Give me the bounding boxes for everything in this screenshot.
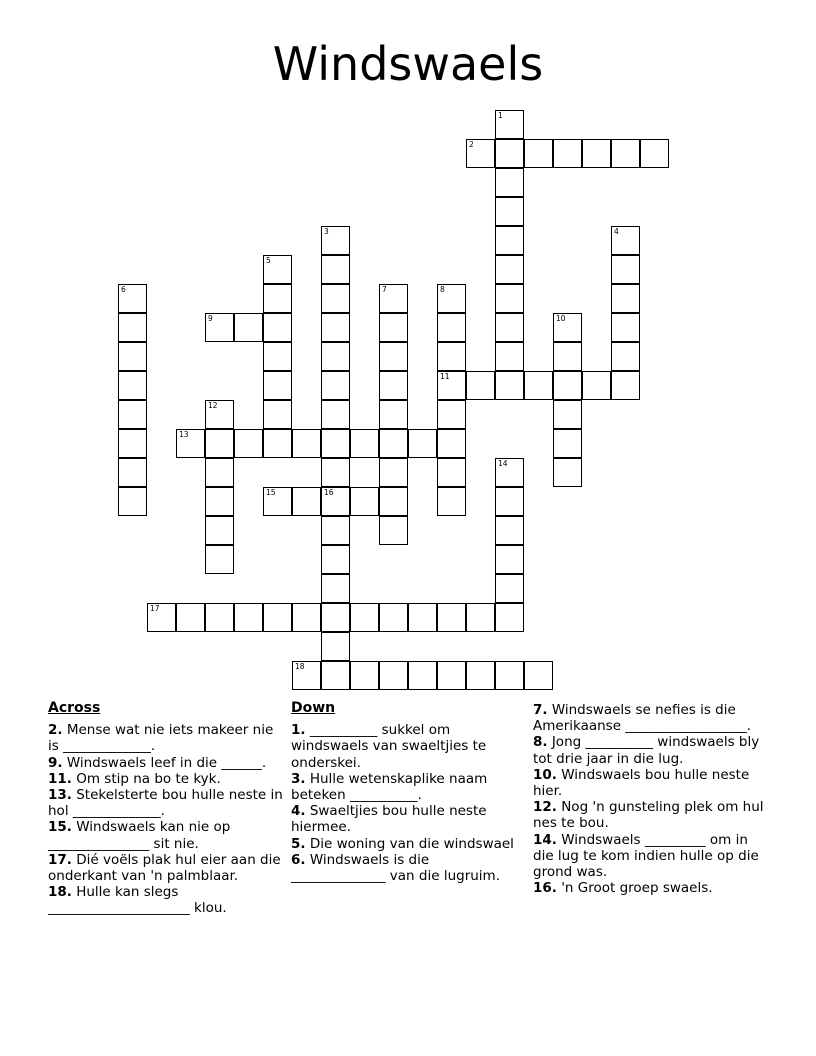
grid-cell[interactable]: [524, 139, 553, 168]
grid-cell[interactable]: [379, 313, 408, 342]
grid-cell[interactable]: [321, 458, 350, 487]
clue: [533, 702, 769, 734]
grid-cell[interactable]: [582, 139, 611, 168]
clue-number-label: 7.: [533, 702, 548, 718]
grid-cell[interactable]: [495, 545, 524, 574]
clue-text: Jong __________ windswaels bly tot drie jaar in die lug.: [533, 734, 760, 767]
clue-number: 16: [324, 488, 334, 497]
grid-cell[interactable]: [495, 603, 524, 632]
clue-number-label: 16.: [533, 880, 557, 897]
clue: [291, 803, 527, 835]
grid-cell[interactable]: [263, 429, 292, 458]
clue-text: Stekelsterte bou hulle neste in hol _____________.: [48, 787, 283, 820]
down-clue-list-continued: [533, 702, 769, 896]
grid-cell[interactable]: [292, 429, 321, 458]
clue-text: Om stip na bo te kyk.: [71, 770, 221, 787]
clue-number-label: 12.: [533, 799, 557, 816]
grid-cell[interactable]: [321, 342, 350, 371]
clue-text: __________ sukkel om windswaels van swaeltjies te onderskei.: [291, 722, 487, 771]
clue-number: 15: [266, 488, 276, 497]
grid-cell[interactable]: [466, 371, 495, 400]
grid-cell[interactable]: [553, 400, 582, 429]
clue-number-label: 10.: [533, 766, 557, 783]
clue-text: Windswaels kan nie op _______________ sit nie.: [48, 819, 231, 852]
clue-number-label: 9.: [48, 754, 63, 771]
grid-cell[interactable]: [379, 603, 408, 632]
clue-text: 'n Groot groep swaels.: [556, 880, 713, 897]
grid-cell[interactable]: [466, 661, 495, 690]
grid-cell[interactable]: [234, 603, 263, 632]
grid-cell[interactable]: [553, 458, 582, 487]
grid-cell[interactable]: [292, 661, 321, 690]
clue-number: 7: [382, 285, 387, 294]
grid-cell[interactable]: [611, 226, 640, 255]
clue-number-label: 4.: [291, 803, 306, 820]
grid-cell[interactable]: [466, 603, 495, 632]
grid-cell[interactable]: [147, 603, 176, 632]
grid-cell[interactable]: [408, 429, 437, 458]
clue: [48, 884, 284, 916]
grid-cell[interactable]: [553, 342, 582, 371]
grid-cell[interactable]: [524, 661, 553, 690]
grid-cell[interactable]: [321, 255, 350, 284]
across-heading: Across: [48, 700, 101, 716]
grid-cell[interactable]: [321, 226, 350, 255]
clue-number-label: 3.: [291, 770, 306, 787]
clue-number: 2: [469, 140, 474, 149]
clue-number-label: 2.: [48, 722, 63, 739]
clue-number: 1: [498, 111, 503, 120]
grid-cell[interactable]: [379, 661, 408, 690]
grid-cell[interactable]: [205, 458, 234, 487]
grid-cell[interactable]: [437, 400, 466, 429]
grid-cell[interactable]: [379, 284, 408, 313]
grid-cell[interactable]: [437, 313, 466, 342]
puzzle-title: Windswaels: [272, 37, 544, 91]
grid-cell[interactable]: [495, 197, 524, 226]
clue-text: Windswaels _________ om in die lug te kom indien hulle op die grond was.: [533, 831, 759, 881]
grid-cell[interactable]: [350, 487, 379, 516]
clue-number-label: 8.: [533, 734, 548, 751]
clue-number: 4: [614, 227, 619, 236]
clue-text: Nog 'n gunsteling plek om hul nes te bou.: [533, 799, 764, 832]
grid-cell[interactable]: [263, 284, 292, 313]
clue-number-label: 15.: [48, 819, 72, 836]
clue-number-label: 1.: [291, 722, 306, 739]
grid-cell[interactable]: [350, 429, 379, 458]
grid-cell[interactable]: [611, 255, 640, 284]
down-clues-continued: [533, 702, 769, 896]
grid-cell[interactable]: [495, 110, 524, 139]
grid-cell[interactable]: [263, 603, 292, 632]
grid-cell[interactable]: [611, 139, 640, 168]
grid-cell[interactable]: [611, 342, 640, 371]
clue: [533, 767, 769, 799]
grid-cell[interactable]: [379, 516, 408, 545]
grid-cell[interactable]: [234, 429, 263, 458]
grid-cell[interactable]: [263, 400, 292, 429]
grid-cell[interactable]: [350, 603, 379, 632]
clue-text: Windswaels leef in die ______.: [62, 754, 267, 771]
clue: [291, 722, 527, 771]
down-clues: [291, 700, 527, 884]
clue-number: 17: [150, 604, 160, 613]
clue-number-label: 14.: [533, 831, 557, 848]
clue-number: 11: [440, 372, 450, 381]
grid-cell[interactable]: [611, 371, 640, 400]
grid-cell[interactable]: [118, 400, 147, 429]
grid-cell[interactable]: [263, 342, 292, 371]
clue: [48, 771, 284, 787]
clue: [533, 880, 769, 896]
grid-cell[interactable]: [495, 371, 524, 400]
grid-cell[interactable]: [437, 284, 466, 313]
clue-number-label: 11.: [48, 770, 72, 787]
grid-cell[interactable]: [495, 487, 524, 516]
grid-cell[interactable]: [524, 371, 553, 400]
grid-cell[interactable]: [611, 313, 640, 342]
grid-cell[interactable]: [495, 168, 524, 197]
clue-text: Windswaels se nefies is die Amerikaanse __________________.: [533, 702, 752, 735]
grid-cell[interactable]: [466, 139, 495, 168]
clue-number-label: 5.: [291, 835, 306, 852]
grid-cell[interactable]: [495, 458, 524, 487]
grid-cell[interactable]: [495, 574, 524, 603]
grid-cell[interactable]: [263, 371, 292, 400]
clue-text: Windswaels is die ______________ van die lugruim.: [291, 851, 500, 885]
grid-cell[interactable]: [118, 313, 147, 342]
grid-cell[interactable]: [611, 284, 640, 313]
grid-cell[interactable]: [321, 313, 350, 342]
clue-text: Windswaels bou hulle neste hier.: [533, 766, 750, 800]
clue: [48, 787, 284, 819]
grid-cell[interactable]: [495, 313, 524, 342]
grid-cell[interactable]: [234, 313, 263, 342]
grid-cell[interactable]: [437, 458, 466, 487]
clue-number: 10: [556, 314, 566, 323]
clue-number-label: 13.: [48, 787, 72, 804]
grid-cell[interactable]: [321, 661, 350, 690]
grid-cell[interactable]: [379, 342, 408, 371]
grid-cell[interactable]: [176, 603, 205, 632]
clue-number: 14: [498, 459, 508, 468]
grid-cell[interactable]: [321, 400, 350, 429]
grid-cell[interactable]: [495, 226, 524, 255]
grid-cell[interactable]: [205, 487, 234, 516]
grid-cell[interactable]: [263, 255, 292, 284]
clue-text: Dié voëls plak hul eier aan die onderkant van 'n palmblaar.: [48, 851, 281, 885]
grid-cell[interactable]: [495, 661, 524, 690]
clue-text: Mense wat nie iets makeer nie is _____________.: [48, 722, 274, 755]
clue-text: Hulle kan slegs _____________________ klou.: [48, 884, 227, 917]
grid-cell[interactable]: [640, 139, 669, 168]
across-clue-list: [48, 722, 284, 916]
grid-cell[interactable]: [176, 429, 205, 458]
grid-cell[interactable]: [321, 603, 350, 632]
clue: [533, 832, 769, 881]
grid-cell[interactable]: [553, 139, 582, 168]
clue-number-label: 18.: [48, 884, 72, 901]
grid-cell[interactable]: [118, 429, 147, 458]
grid-cell[interactable]: [205, 313, 234, 342]
grid-cell[interactable]: [553, 429, 582, 458]
grid-cell[interactable]: [118, 284, 147, 313]
clue-number: 8: [440, 285, 445, 294]
clue-text: Die woning van die windswael: [305, 835, 514, 852]
clue: [533, 799, 769, 831]
grid-cell[interactable]: [321, 574, 350, 603]
clue-number: 3: [324, 227, 329, 236]
down-clue-list: [291, 722, 527, 884]
clue: [48, 755, 284, 771]
grid-cell[interactable]: [495, 139, 524, 168]
grid-cell[interactable]: [321, 632, 350, 661]
grid-cell[interactable]: [321, 429, 350, 458]
grid-cell[interactable]: [437, 429, 466, 458]
clue-number: 18: [295, 662, 305, 671]
grid-cell[interactable]: [437, 487, 466, 516]
grid-cell[interactable]: [408, 661, 437, 690]
grid-cell[interactable]: [495, 342, 524, 371]
down-heading: Down: [291, 700, 336, 716]
grid-cell[interactable]: [437, 661, 466, 690]
clue-number: 5: [266, 256, 271, 265]
grid-cell[interactable]: [321, 284, 350, 313]
grid-cell[interactable]: [205, 429, 234, 458]
grid-cell[interactable]: [292, 487, 321, 516]
clue-text: Swaeltjies bou hulle neste hiermee.: [291, 803, 487, 836]
grid-cell[interactable]: [495, 516, 524, 545]
grid-cell[interactable]: [292, 603, 321, 632]
grid-cell[interactable]: [321, 371, 350, 400]
grid-cell[interactable]: [263, 487, 292, 516]
grid-cell[interactable]: [495, 255, 524, 284]
clue-number: 9: [208, 314, 213, 323]
grid-cell[interactable]: [118, 342, 147, 371]
grid-cell[interactable]: [379, 458, 408, 487]
grid-cell[interactable]: [321, 545, 350, 574]
grid-cell[interactable]: [321, 516, 350, 545]
grid-cell[interactable]: [118, 487, 147, 516]
grid-cell[interactable]: [379, 487, 408, 516]
grid-cell[interactable]: [350, 661, 379, 690]
grid-cell[interactable]: [321, 487, 350, 516]
grid-cell[interactable]: [553, 371, 582, 400]
clue: [48, 819, 284, 851]
grid-cell[interactable]: [437, 371, 466, 400]
grid-cell[interactable]: [205, 516, 234, 545]
grid-cell[interactable]: [205, 400, 234, 429]
clue-number: 13: [179, 430, 189, 439]
grid-cell[interactable]: [379, 400, 408, 429]
grid-cell[interactable]: [437, 342, 466, 371]
grid-cell[interactable]: [379, 429, 408, 458]
clue: [291, 771, 527, 803]
grid-cell[interactable]: [118, 371, 147, 400]
clue-number: 6: [121, 285, 126, 294]
grid-cell[interactable]: [437, 603, 466, 632]
grid-cell[interactable]: [205, 603, 234, 632]
grid-cell[interactable]: [379, 371, 408, 400]
clue: [533, 734, 769, 766]
clue: [291, 852, 527, 884]
clue-number-label: 6.: [291, 851, 306, 868]
clue-number: 12: [208, 401, 218, 410]
clue-text: Hulle wetenskaplike naam beteken __________.: [291, 770, 488, 804]
grid-cell[interactable]: [118, 458, 147, 487]
clue: [291, 836, 527, 852]
grid-cell[interactable]: [263, 313, 292, 342]
clue: [48, 722, 284, 754]
grid-cell[interactable]: [495, 284, 524, 313]
grid-cell[interactable]: [582, 371, 611, 400]
clue-number-label: 17.: [48, 851, 72, 868]
clue: [48, 852, 284, 884]
grid-cell[interactable]: [408, 603, 437, 632]
grid-cell[interactable]: [553, 313, 582, 342]
across-clues: [48, 700, 284, 917]
grid-cell[interactable]: [205, 545, 234, 574]
